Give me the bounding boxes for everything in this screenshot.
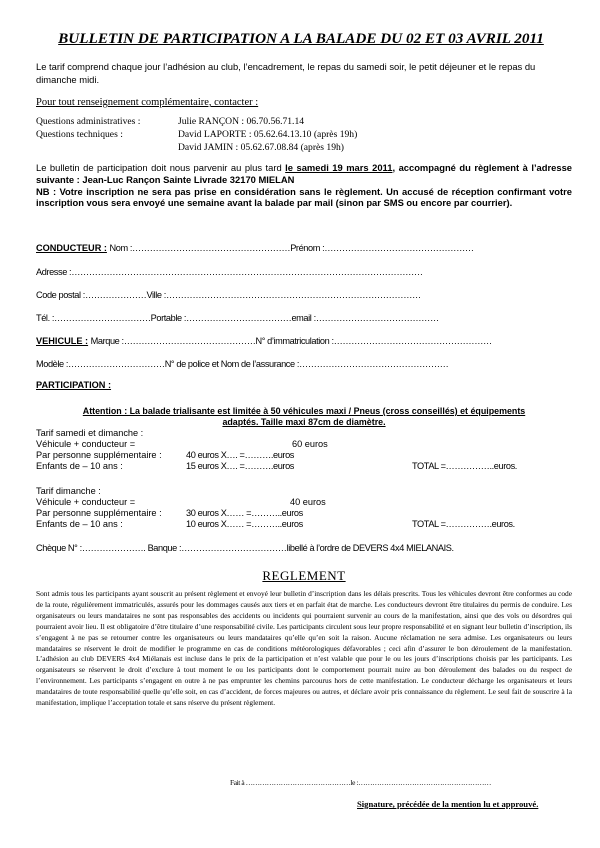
fait-a-le-field[interactable]: Fait à ………………………………………le :…………………………………………………: [230, 778, 491, 787]
signature-label: Signature, précédée de la mention lu et approuvé.: [357, 799, 539, 809]
dimanche-title: Tarif dimanche :: [36, 486, 101, 496]
deadline-middle: , accompagné du règlement: [392, 162, 520, 173]
samedi-extra-label: Par personne supplémentaire :: [36, 450, 162, 460]
attention-line-1: Attention : La balade trialisante est limitée à 50 véhicules maxi / Pneus (cross conseillés) et équipements: [82, 406, 526, 416]
dimanche-total-field[interactable]: TOTAL =…………….euros.: [412, 519, 515, 529]
intro-paragraph: Le tarif comprend chaque jour l’adhésion au club, l’encadrement, le repas du samedi soir, le petit déjeuner et le repas du dimanche midi.: [36, 61, 536, 85]
samedi-title: Tarif samedi et dimanche :: [36, 428, 144, 438]
dimanche-vehicle-label: Véhicule + conducteur =: [36, 497, 136, 507]
tel-portable-email-field[interactable]: Tél. :……………………………Portable :………………………………email :……………………………………: [36, 313, 439, 323]
samedi-vehicle-label: Véhicule + conducteur =: [36, 439, 136, 449]
contact-value-admin: Julie RANÇON : 06.70.56.71.14: [178, 116, 305, 127]
dimanche-child-field[interactable]: 10 euros X…… =………..euros: [186, 519, 303, 529]
cheque-field[interactable]: Chèque N° :…………………. Banque :………………………………libellé à l’ordre de DEVERS 4x4 MIELANAIS.: [36, 543, 454, 553]
vehicule-line: [36, 336, 492, 346]
page-title: BULLETIN DE PARTICIPATION A LA BALADE DU 02 ET 03 AVRIL 2011: [58, 30, 544, 47]
reglement-heading: REGLEMENT: [262, 568, 346, 583]
contact-label-tech: Questions techniques :: [36, 129, 123, 140]
code-postal-ville-field[interactable]: Code postal :…………………Ville :……………………………………………………………………………: [36, 290, 421, 300]
deadline-after: à l’adresse suivante : Jean-Luc Rançon Sainte Livrade 32170 MIELAN: [36, 162, 572, 185]
dimanche-extra-label: Par personne supplémentaire :: [36, 508, 162, 518]
samedi-vehicle-price: 60 euros: [292, 439, 328, 449]
deadline-before: Le bulletin de participation doit nous parvenir au plus tard: [36, 162, 286, 173]
contact-value-tech-1: David LAPORTE : 05.62.64.13.10 (après 19h): [178, 129, 358, 140]
deadline-nb: NB : Votre inscription ne sera pas prise en considération sans le règlement. Un accusé de réception confirmant votre inscription vous sera envoyé une semaine avant la balade par mail (sinon par SMS ou encore par courrier).: [36, 185, 572, 209]
samedi-total-field[interactable]: TOTAL =……………..euros.: [412, 461, 517, 471]
marque-immatriculation-field[interactable]: Marque :………………………………………N° d’immatriculation :………………………………………………: [90, 336, 492, 346]
contact-value-tech-2: David JAMIN : 05.62.67.08.84 (après 19h): [178, 142, 345, 153]
conducteur-heading: CONDUCTEUR :: [36, 243, 107, 253]
deadline-paragraph: [36, 162, 572, 209]
samedi-child-field[interactable]: 15 euros X…. =……….euros: [186, 461, 294, 471]
dimanche-vehicle-price: 40 euros: [290, 497, 326, 507]
participation-heading: PARTICIPATION :: [36, 380, 112, 390]
reglement-text: Sont admis tous les participants ayant souscrit au présent règlement et envoyé leur bulletin d’inscription dans les délais prescrits. Tous les véhicules devront être conformes au code de la route, régulièrement immatriculés, assurés pour les dommages causés aux tiers et en parfait état de marche. Les conducteurs devront être titulaires du permis de conduire. Les organisateurs ou leurs mandataires ne sont pas responsables des accidents ou incidents qui pourraient survenir au cours de la manifestation, ainsi que des vols ou désordres qui pourraient avoir lieu. Il est obligatoire d’être titulaire d’une responsabilité civile. Les participants circulent sous leur propre responsabilité et en signant leur bulletin d’inscription, ils s’engagent à ne pas se retourner contre les organisateurs ou leurs mandataires qu’elle qu’en soit la raison. Aucune réclamation ne sera admise. Les organisateurs ou leurs mandataires se réservent le droit de modifier le programme en cas de conditions météorologiques défavorables ; ceci afin d’assurer le bon déroulement de la manifestation. L’adhésion au club DEVERS 4x4 Miélanais est incluse dans le prix de la participation et n’est valable que pour le ou les jours d’inscriptions choisis par les participants. Les organisateurs se réservent le droit d’exclure à tout moment le ou les participants dont le comportement pourrait nuire au bon déroulement des balades ou du respect de l’environnement. Les participants s’engagent en outre à ne pas emprunter les chemins parcourus hors de cette manifestation. Le conducteur décharge les organisateurs et leurs mandataires de toute responsabilité quelle qu’elle soit, en cas d’accident, de forces majeures ou autres, et déclare avoir pris connaissance du règlement. Le seul fait de souscrire à la manifestation, implique l’acceptation totale et sans réserve du présent règlement.: [36, 589, 572, 708]
samedi-extra-field[interactable]: 40 euros X…. =……….euros: [186, 450, 294, 460]
nom-prenom-field[interactable]: Nom :………………………………………………Prénom :……………………………………………: [109, 243, 474, 253]
samedi-child-label: Enfants de – 10 ans :: [36, 461, 123, 471]
contact-label-admin: Questions administratives :: [36, 116, 141, 127]
conducteur-line: [36, 243, 474, 253]
dimanche-child-label: Enfants de – 10 ans :: [36, 519, 123, 529]
contact-heading: Pour tout renseignement complémentaire, contacter :: [36, 97, 259, 108]
deadline-date: le samedi 19 mars 2011: [285, 162, 393, 173]
vehicule-heading: VEHICULE :: [36, 336, 89, 346]
adresse-field[interactable]: Adresse :…………………………………………………………………………………………………………: [36, 267, 423, 277]
attention-line-2: adaptés. Taille maxi 87cm de diamètre.: [222, 417, 386, 427]
modele-assurance-field[interactable]: Modèle :……………………………N° de police et Nom de l’assurance :……………………………………………: [36, 359, 449, 369]
dimanche-extra-field[interactable]: 30 euros X…… =………..euros: [186, 508, 303, 518]
